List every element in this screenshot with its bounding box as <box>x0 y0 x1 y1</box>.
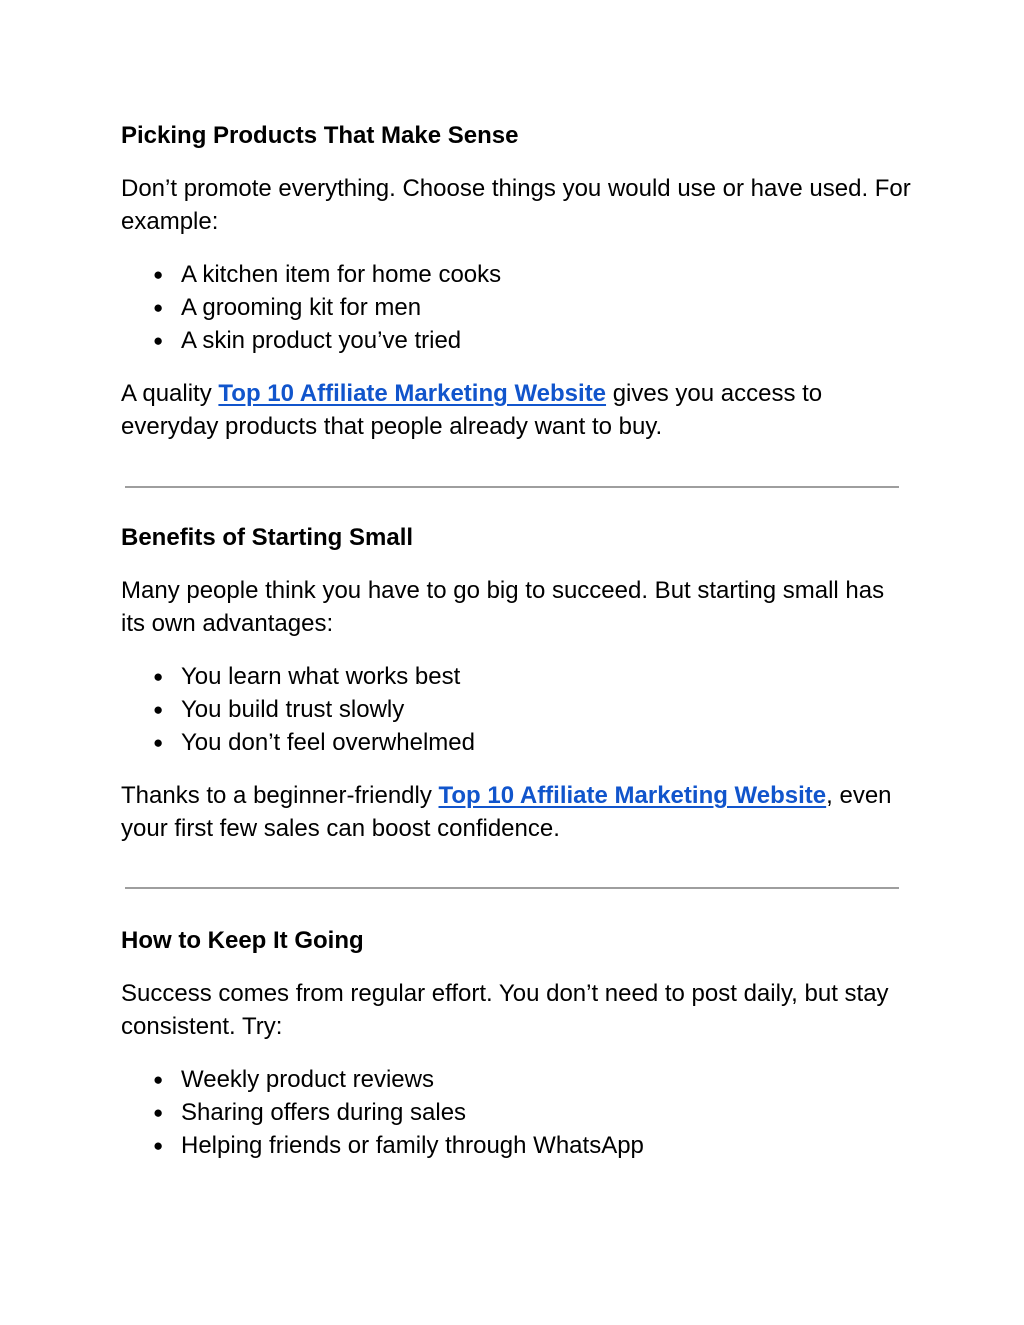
list-item: ● Helping friends or family through WhatsApp <box>121 1129 911 1162</box>
section-closing: A quality Top 10 Affiliate Marketing Website gives you access to everyday products that people already want to buy. <box>121 380 823 440</box>
bullet-icon: ● <box>153 1136 164 1155</box>
affiliate-website-link[interactable]: Top 10 Affiliate Marketing Website <box>438 782 827 809</box>
bullet-icon: ● <box>153 1070 164 1089</box>
list-item: ● Weekly product reviews <box>121 1063 911 1096</box>
horizontal-divider <box>125 486 899 488</box>
section-intro: Many people think you have to go big to succeed. But starting small has its own advantages: <box>121 577 885 637</box>
list-item: ● Sharing offers during sales <box>121 1096 911 1129</box>
section-heading: Benefits of Starting Small <box>121 524 414 551</box>
section-closing: Thanks to a beginner-friendly Top 10 Affiliate Marketing Website, even your first few sales can boost confidence. <box>121 782 892 842</box>
section-heading: Picking Products That Make Sense <box>121 122 519 149</box>
bullet-list <box>121 660 911 759</box>
section-heading: How to Keep It Going <box>121 927 364 954</box>
bullet-icon: ● <box>153 733 164 752</box>
section-picking-products <box>121 119 911 443</box>
affiliate-website-link[interactable]: Top 10 Affiliate Marketing Website <box>218 380 607 407</box>
section-starting-small <box>121 521 911 845</box>
bullet-icon: ● <box>153 667 164 686</box>
list-item: ● A grooming kit for men <box>121 291 911 324</box>
bullet-icon: ● <box>153 700 164 719</box>
list-item: ● You build trust slowly <box>121 693 911 726</box>
bullet-icon: ● <box>153 1103 164 1122</box>
list-item: ● You don’t feel overwhelmed <box>121 726 911 759</box>
horizontal-divider <box>125 887 899 889</box>
list-item: ● A skin product you’ve tried <box>121 324 911 357</box>
section-intro: Don’t promote everything. Choose things you would use or have used. For example: <box>121 175 911 235</box>
bullet-list <box>121 258 911 357</box>
list-item: ● A kitchen item for home cooks <box>121 258 911 291</box>
section-keep-going <box>121 924 911 1162</box>
bullet-icon: ● <box>153 331 164 350</box>
bullet-icon: ● <box>153 298 164 317</box>
bullet-list <box>121 1063 911 1162</box>
bullet-icon: ● <box>153 265 164 284</box>
list-item: ● You learn what works best <box>121 660 911 693</box>
section-intro: Success comes from regular effort. You don’t need to post daily, but stay consistent. Try: <box>121 980 889 1040</box>
